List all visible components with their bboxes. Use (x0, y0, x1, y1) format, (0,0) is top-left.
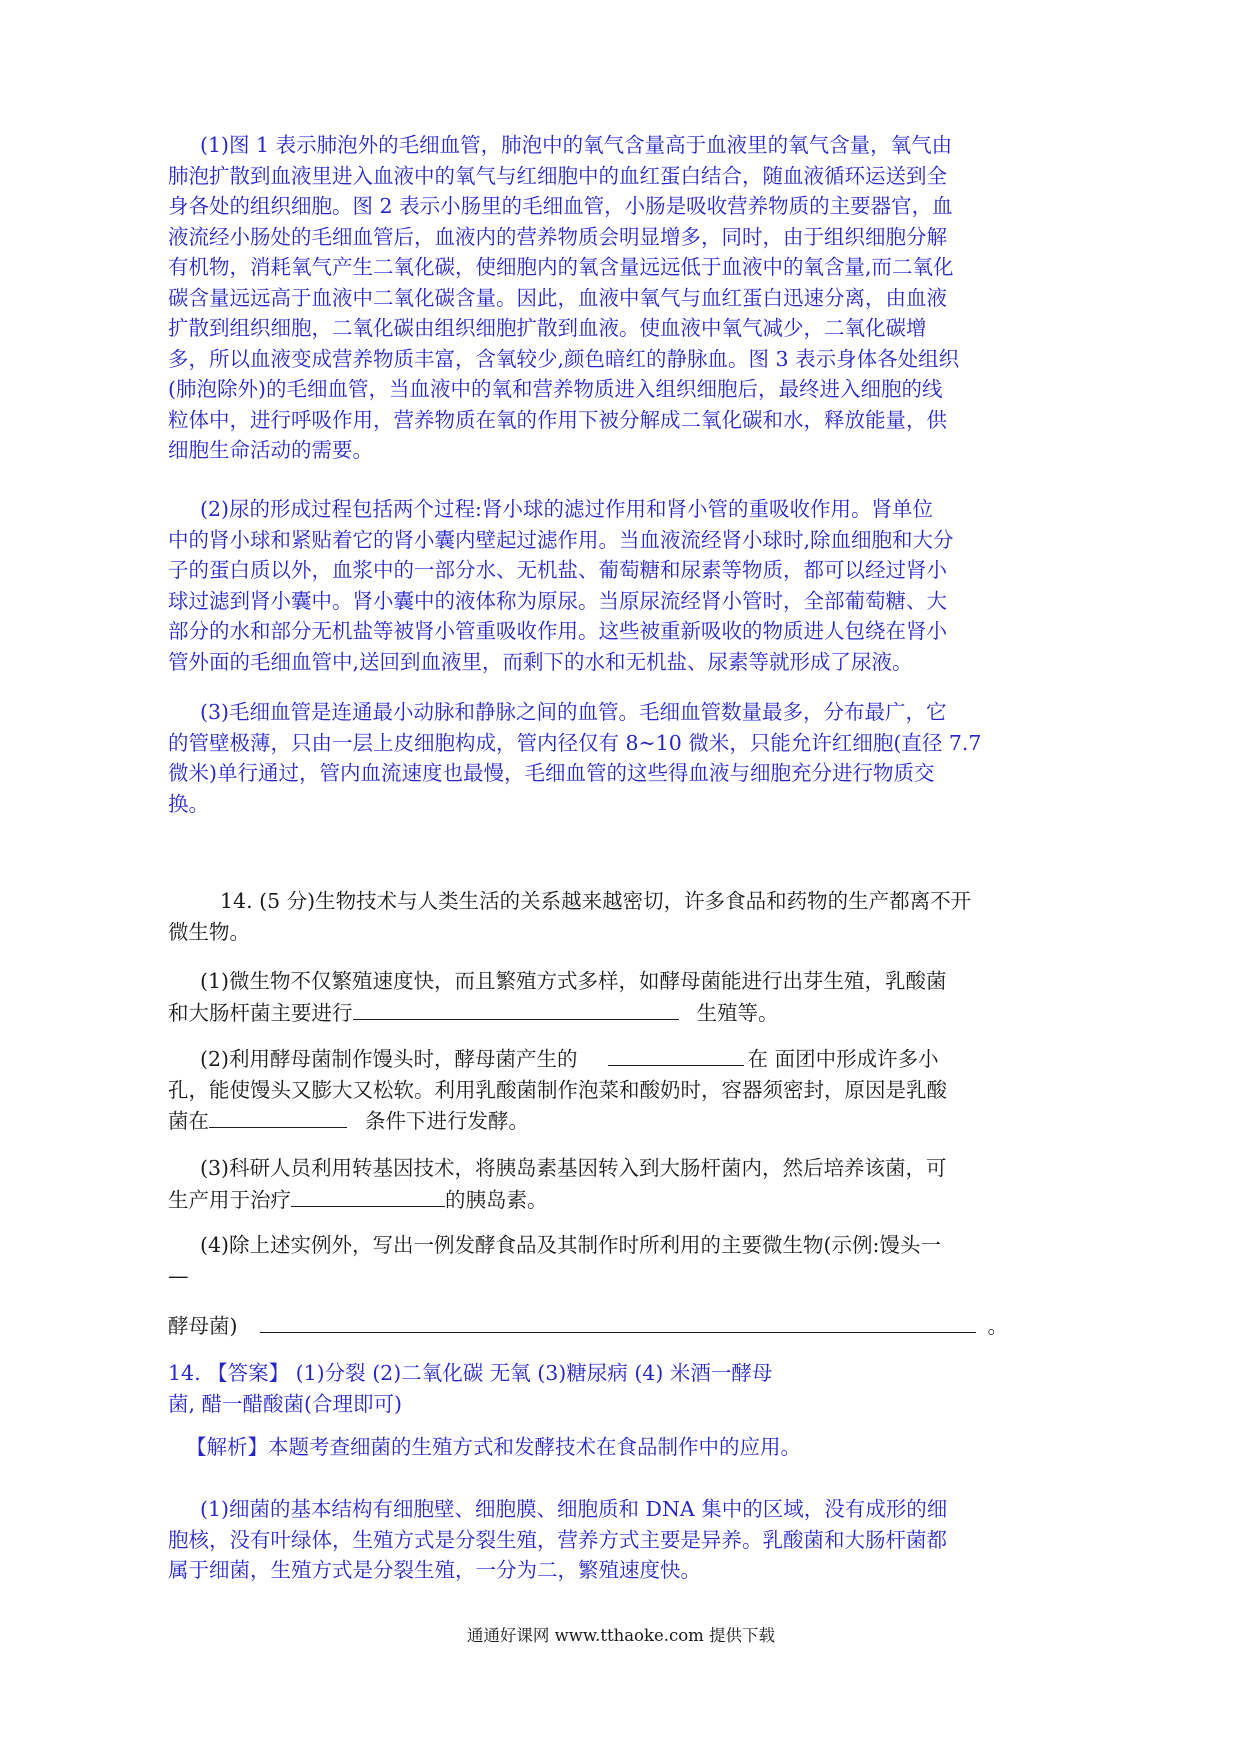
text-line: (肺泡除外)的毛细血管，当血液中的氧和营养物质进入组织细胞后，最终进入细胞的线 (168, 377, 943, 401)
answer-blank[interactable] (260, 1310, 976, 1333)
text-fragment: 酵母菌) (168, 1314, 238, 1338)
text-line: 扩散到组织细胞，二氧化碳由组织细胞扩散到血液。使血液中氧气减少，二氧化碳增 (168, 316, 927, 340)
text-line: — (168, 1263, 189, 1288)
text-line (168, 1105, 1068, 1137)
question-14-part-1 (168, 966, 1068, 1028)
text-line: 菌, 醋一醋酸菌(合理即可) (168, 1391, 403, 1416)
text-line: 碳含量远远高于血液中二氧化碳含量。因此，血液中氧气与血红蛋白迅速分离，由血液 (168, 285, 947, 310)
question-14-part-4 (168, 1230, 1068, 1291)
page-footer: 通通好课网 www.tthaoke.com 提供下载 (466, 1626, 776, 1645)
text-fragment: 的胰岛素。 (445, 1187, 548, 1212)
text-fragment: 生产用于治疗 (168, 1187, 291, 1212)
text-fragment: 生殖等。 (696, 1000, 779, 1025)
text-fragment: 和大肠杆菌主要进行 (168, 1000, 353, 1025)
analysis-paragraph-3 (168, 697, 1068, 819)
text-line: 的管壁极薄，只由一层上皮细胞构成，管内径仅有 8~10 微米，只能允许红细胞(直径 7.7 (168, 730, 982, 755)
text-line: 球过滤到肾小囊中。肾小囊中的液体称为原尿。当原尿流经肾小管时，全部葡萄糖、大 (168, 588, 947, 613)
text-line: 14. (5 分)生物技术与人类生活的关系越来越密切，许多食品和药物的生产都离不开 (220, 889, 972, 913)
text-line: 身各处的组织细胞。图 2 表示小肠里的毛细血管，小肠是吸收营养物质的主要器官，血 (168, 194, 953, 218)
text-line: (2)尿的形成过程包括两个过程:肾小球的滤过作用和肾小管的重吸收作用。肾单位 (200, 497, 933, 521)
text-line: 肺泡扩散到血液里进入血液中的氧气与红细胞中的血红蛋白结合，随血液循环运送到全 (168, 163, 947, 188)
text-line: 有机物，消耗氧气产生二氧化碳，使细胞内的氧含量远远低于血液中的氧含量,而二氧化 (168, 255, 954, 279)
answer-blank[interactable] (353, 997, 679, 1020)
analysis-paragraph-2 (168, 494, 1068, 677)
text-line (168, 1310, 1068, 1342)
text-line: 多，所以血液变成营养物质丰富，含氧较少,颜色暗红的静脉血。图 3 表示身体各处组织 (168, 346, 960, 371)
text-line: (1)细菌的基本结构有细胞壁、细胞膜、细胞质和 DNA 集中的区域，没有成形的细 (200, 1497, 948, 1521)
text-line: 微米)单行通过，管内血流速度也最慢，毛细血管的这些得血液与细胞充分进行物质交 (168, 761, 935, 785)
text-line: (1)图 1 表示肺泡外的毛细血管，肺泡中的氧气含量高于血液里的氧气含量，氧气由 (200, 133, 953, 157)
answer-blank[interactable] (291, 1184, 445, 1207)
text-line: 属于细菌，生殖方式是分裂生殖，一分为二，繁殖速度快。 (168, 1558, 701, 1582)
text-line (168, 1184, 1068, 1216)
text-line: (3)科研人员利用转基因技术，将胰岛素基因转入到大肠杆菌内，然后培养该菌，可 (200, 1156, 947, 1180)
text-line: 细胞生命活动的需要。 (168, 438, 373, 462)
text-line: 14. 【答案】 (1)分裂 (2)二氧化碳 无氧 (3)糖尿病 (4) 米酒一酵母 (168, 1361, 773, 1385)
text-line: 液流经小肠处的毛细血管后，血液内的营养物质会明显增多，同时，由于组织细胞分解 (168, 224, 947, 249)
question-14-part-3 (168, 1153, 1068, 1215)
question-14-part-2 (168, 1043, 1068, 1137)
text-line: 【解析】本题考查细菌的生殖方式和发酵技术在食品制作中的应用。 (186, 1435, 801, 1459)
text-fragment: 在 面团中形成许多小 (747, 1047, 939, 1071)
text-line: 部分的水和部分无机盐等被肾小管重吸收作用。这些被重新吸收的物质进人包绕在肾小 (168, 619, 947, 643)
text-line: 换。 (168, 791, 209, 816)
text-line: 中的肾小球和紧贴着它的肾小囊内壁起过滤作用。当血液流经肾小球时,除血细胞和大分 (168, 527, 954, 552)
question-14-stem (168, 886, 1068, 947)
question-14-part-4-answer-line (168, 1310, 1068, 1342)
text-line: 管外面的毛细血管中,送回到血液里，而剩下的水和无机盐、尿素等就形成了尿液。 (168, 649, 913, 674)
answer-14 (168, 1358, 1068, 1419)
text-line: 胞核，没有叶绿体，生殖方式是分裂生殖，营养方式主要是异养。乳酸菌和大肠杆菌都 (168, 1527, 947, 1552)
answer-blank[interactable] (209, 1105, 347, 1128)
text-line (168, 1043, 1068, 1075)
analysis-paragraph-1 (168, 130, 1068, 466)
text-fragment: 。 (987, 1314, 1008, 1338)
text-fragment: 条件下进行发酵。 (365, 1109, 529, 1133)
answer-blank[interactable] (608, 1043, 744, 1066)
text-line: (3)毛细血管是连通最小动脉和静脉之间的血管。毛细血管数量最多，分布最广，它 (200, 700, 947, 724)
text-line: 子的蛋白质以外，血浆中的一部分水、无机盐、葡萄糖和尿素等物质，都可以经过肾小 (168, 558, 947, 582)
analysis-14-intro (168, 1432, 1068, 1463)
text-line: 孔，能使馒头又膨大又松软。利用乳酸菌制作泡菜和酸奶时，容器须密封，原因是乳酸 (168, 1077, 947, 1102)
text-fragment: 菌在 (168, 1109, 209, 1133)
text-line: 粒体中，进行呼吸作用，营养物质在氧的作用下被分解成二氧化碳和水，释放能量，供 (168, 407, 947, 432)
analysis-14-paragraph-1 (168, 1494, 1068, 1586)
text-line: 微生物。 (168, 919, 250, 944)
text-fragment: (2)利用酵母菌制作馒头时，酵母菌产生的 (200, 1047, 578, 1071)
text-line: (4)除上述实例外，写出一例发酵食品及其制作时所利用的主要微生物(示例:馒头一 (200, 1233, 941, 1257)
text-line: (1)微生物不仅繁殖速度快，而且繁殖方式多样，如酵母菌能进行出芽生殖，乳酸菌 (200, 969, 947, 993)
text-line (168, 997, 1068, 1029)
